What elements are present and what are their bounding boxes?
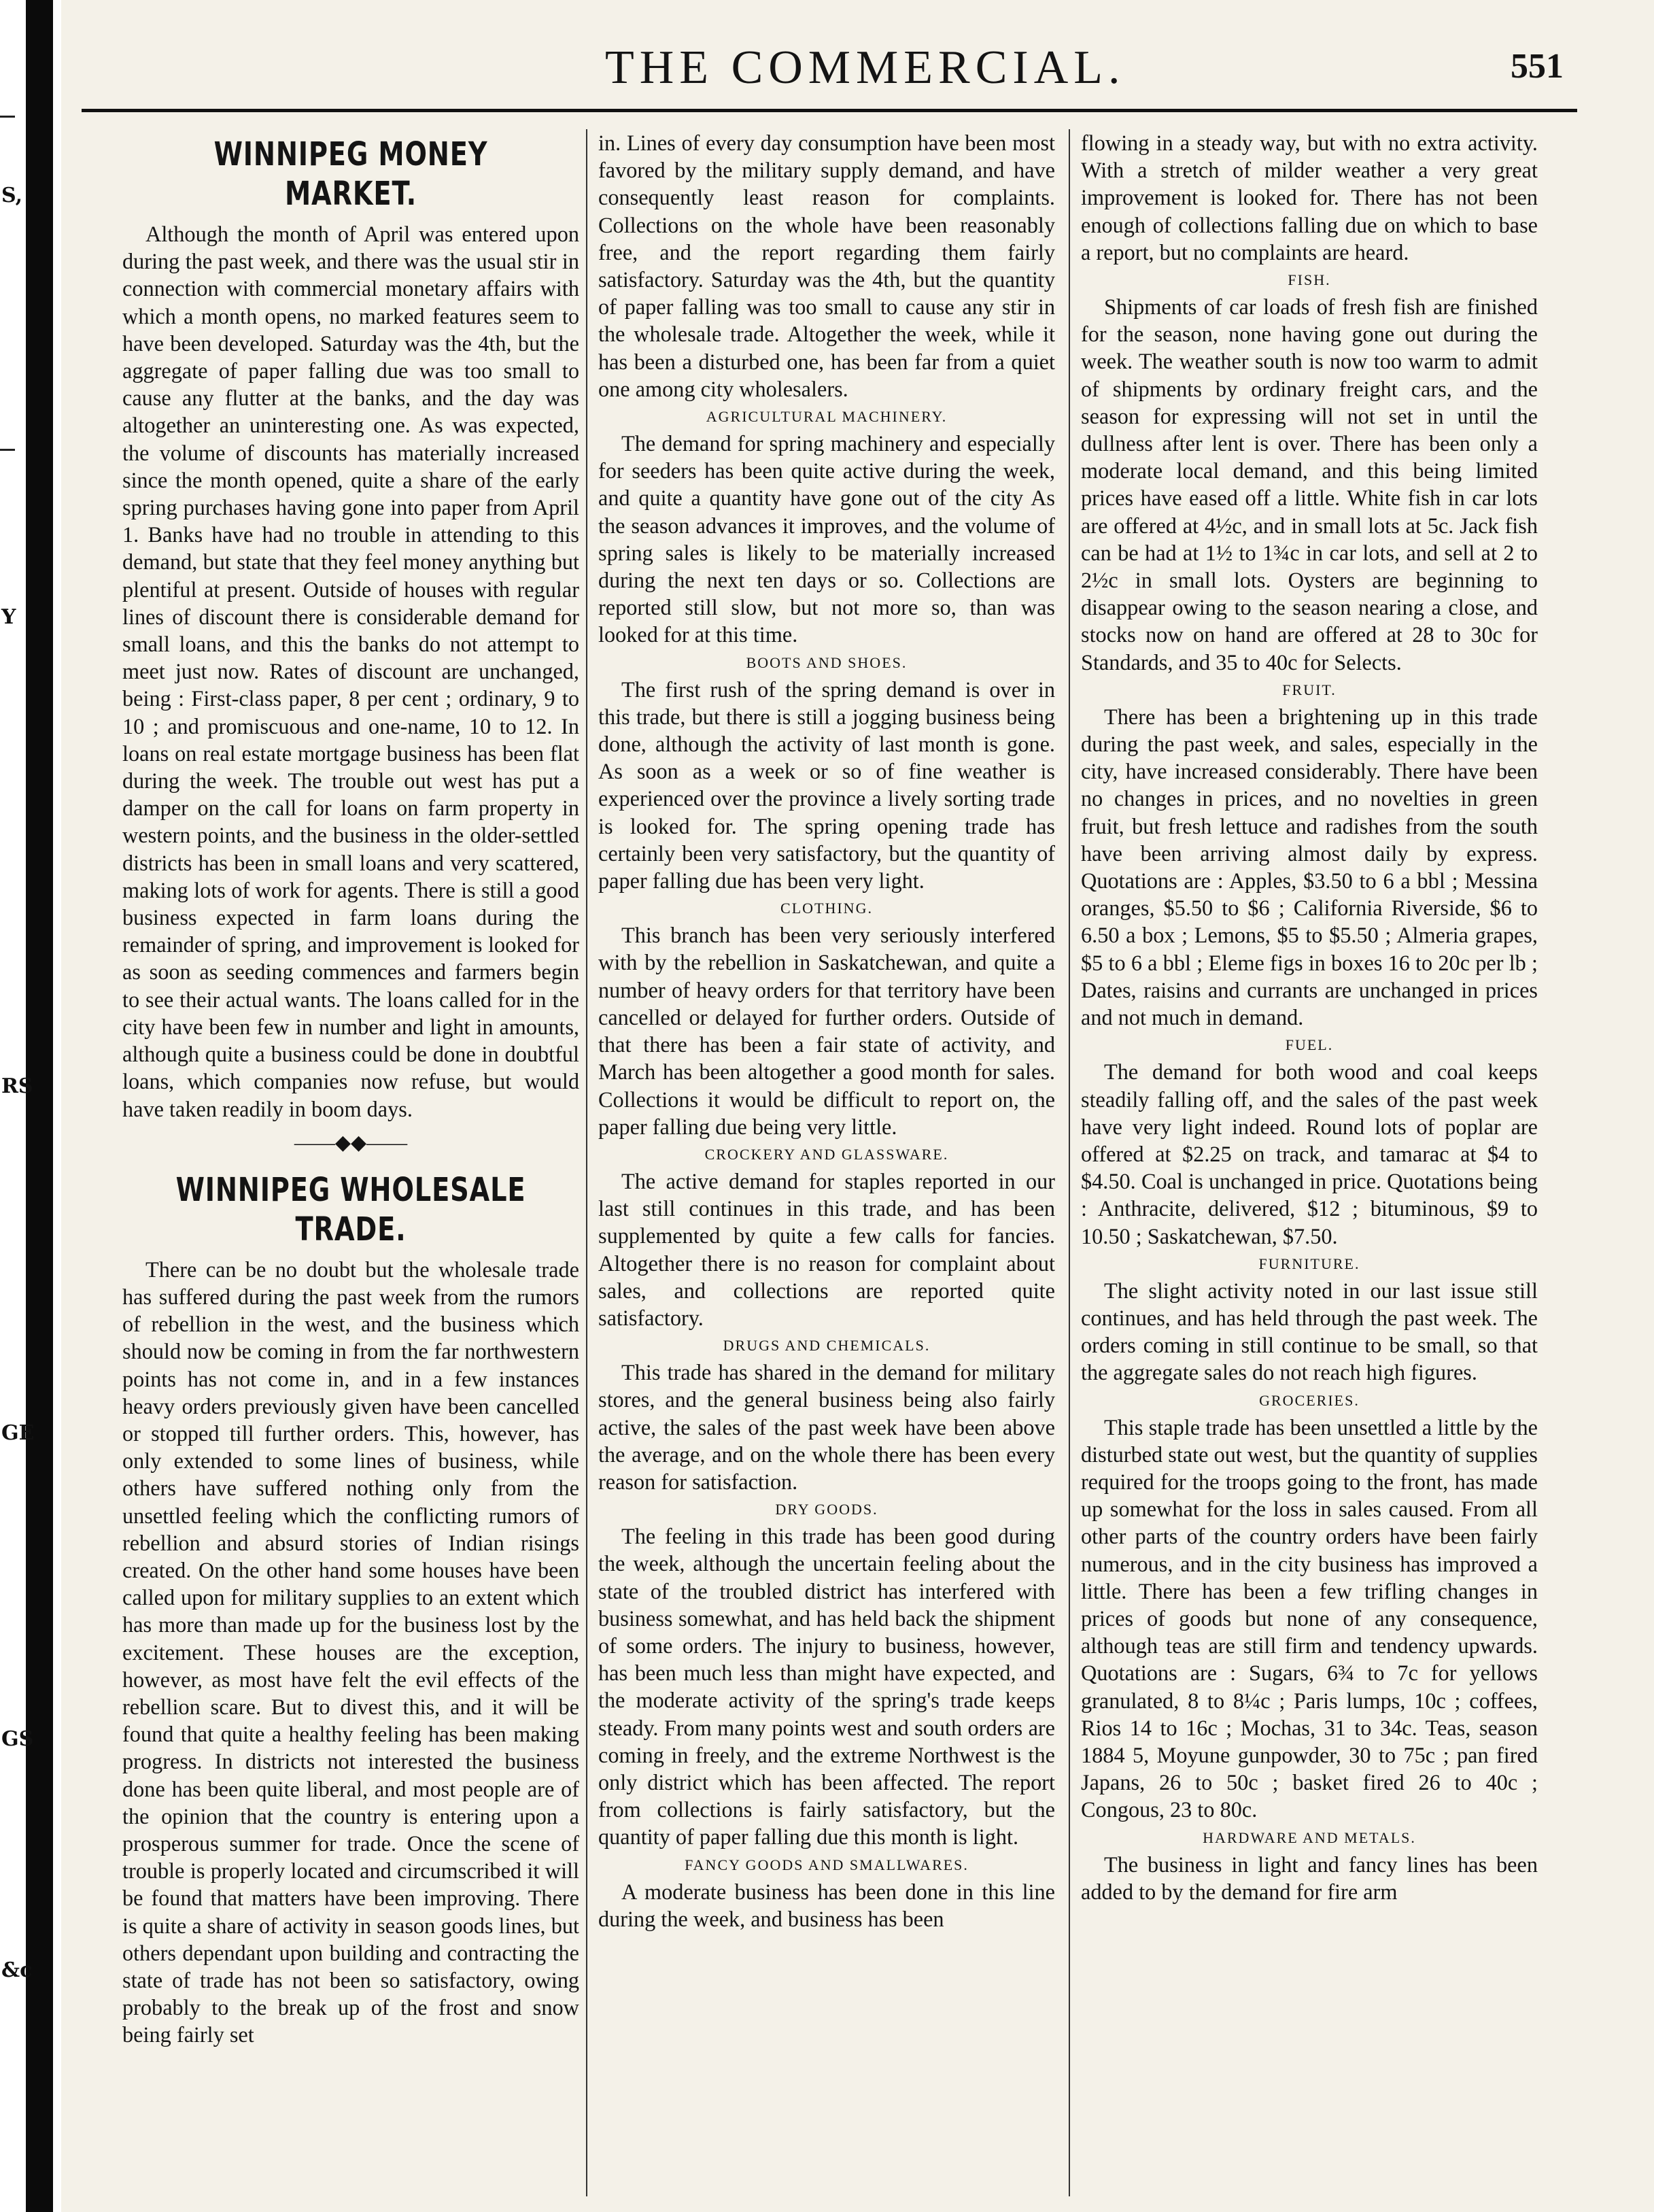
- binding-shadow: [26, 0, 53, 2212]
- subhead-fish: FISH.: [1288, 271, 1331, 289]
- binding-fragment: S,: [1, 184, 23, 207]
- article-paragraph: The active demand for staples reported in our last still continues in this trade, and has been supplemented by quite a few calls for fancies. Altogether there is no reason for complaint about sales, and collections are reported quite satisfactory.: [598, 1168, 1055, 1330]
- column-1: [122, 129, 579, 2196]
- article-paragraph: The slight activity noted in our last issue still continues, and has held through the past week. The orders coming in still continue to be small, so that the aggregate sales do not reach high figures.: [1081, 1278, 1538, 1385]
- article-paragraph: in. Lines of every day consumption have been most favored by the military supply demand, and have consequently least reason for complaints. Collections on the whole have been reasonably free, and the report regarding them fairly satisfactory. Saturday was the 4th, but the quantity of paper falling was too small to cause any stir in the wholesale trade. Altogether the week, while it has been a disturbed one, has been far from a quiet one among city wholesalers.: [598, 131, 1055, 401]
- binding-fragment: GE: [1, 1421, 35, 1445]
- article-paragraph: Shipments of car loads of fresh fish are finished for the season, none having gone out during the week. The weather south is now too warm to admit of shipments by ordinary freight cars, and the season for expressing will not set in until the dullness after lent is over. There has been only a moderate local demand, and this being limited prices have eased off a little. White fish in car lots are offered at 4½c, and in small lots at 5c. Jack fish can be had at 1½ to 1¾c in car lots, and sell at 2 to 2½c in small lots. Oysters are beginning to disappear owing to the season nearing a close, and stocks now on hand are offered at 28 to 30c for Standards, and 35 to 40c for Selects.: [1081, 294, 1538, 675]
- column-2: [598, 129, 1055, 2196]
- binding-fragment: RS: [1, 1074, 33, 1098]
- article-paragraph: This trade has shared in the demand for military stores, and the general business being also fairly active, the sales of the past week have been above the average, and on the whole there has been every reason for satisfaction.: [598, 1360, 1055, 1494]
- binding-fragment: &c: [1, 1958, 33, 1982]
- section-ornament: ——◆◆——: [294, 1131, 408, 1154]
- masthead-rule: [82, 109, 1577, 112]
- binding-margin: [0, 0, 61, 2212]
- article-paragraph: There can be no doubt but the wholesale trade has suffered during the past week from the rumors of rebellion in the west, and the business which should now be coming in from the far northwestern points has not come in, and in a few instances heavy orders previously given have been cancelled or stopped till further orders. This, however, has only extended to some lines of business, while others have suffered nothing only from the unsettled feeling which the conflicting rumors of rebellion and absurd stories of Indian risings created. On the other hand some houses have been called upon for military supplies to an extent which has more than made up for the business lost by the excitement. These houses are the exception, however, as most have felt the evil effects of the rebellion scare. But to divest this, and it will be found that quite a healthy feeling has been making progress. In districts not interested the business done has been quite liberal, and most people are of the opinion that the country is entering upon a prosperous summer for trade. Once the scene of trouble is properly located and circumscribed it will be found that matters have been improving. There is quite a share of activity in season goods lines, but others dependant upon building and contracting the state of trade has not been so satisfactory, owing probably to the break up of the frost and snow being fairly set: [122, 1257, 579, 2047]
- column-rule: [1069, 129, 1070, 2196]
- article-paragraph: The business in light and fancy lines has been added to by the demand for fire arm: [1081, 1852, 1538, 1904]
- subhead-fuel: FUEL.: [1285, 1036, 1334, 1054]
- subhead-dry-goods: DRY GOODS.: [775, 1501, 878, 1518]
- subhead-furniture: FURNITURE.: [1258, 1255, 1360, 1272]
- binding-fragment: GS: [1, 1727, 34, 1751]
- article-paragraph: The first rush of the spring demand is over in this trade, but there is still a jogging business being done, although the activity of last month is gone. As soon as a week or so of fine weather is experienced over the province a lively sorting trade is looked for. The spring opening trade has certainly been very satisfactory, but the quantity of paper falling due has been very light.: [598, 677, 1055, 894]
- binding-tick: [0, 449, 15, 451]
- article-paragraph: The feeling in this trade has been good during the week, although the uncertain feeling about the state of the troubled district has interfered with business somewhat, and has held back the shipment of some orders. The injury to business, however, has been much less than might have expected, and the moderate activity of the spring's trade keeps steady. From many points west and south orders are coming in freely, and the extreme Northwest is the only district which has been affected. The report from collections is fairly satisfactory, but the quantity of paper falling due this month is light.: [598, 1524, 1055, 1850]
- subhead-boots-shoes: BOOTS AND SHOES.: [746, 653, 908, 671]
- subhead-fruit: FRUIT.: [1282, 681, 1337, 698]
- article-paragraph: Although the month of April was entered upon during the past week, and there was the usual stir in connection with commercial monetary affairs with which a month opens, no marked features seem to have been developed. Saturday was the 4th, but the aggregate of paper falling due was too small to cause any flutter at the banks, and the day was altogether an uninteresting one. As was expected, the volume of discounts has materially increased since the month opened, quite a share of the early spring purchases having gone into paper from April 1. Banks have had no trouble in attending to this demand, but state that they feel money anything but plentiful at present. Outside of houses with regular lines of discount there is considerable demand for small loans, and this the banks do not attempt to meet just now. Rates of discount are unchanged, being : First-class paper, 8 per cent ; ordinary, 9 to 10 ; and promiscuous and one-name, 10 to 12. In loans on real estate mortgage business has been flat during the week. The trouble out west has put a damper on the call for loans on farm property in western points, and the business in the older-settled districts has been in small loans and very scattered, making lots of work for agents. There is still a good business expected in farm loans during the remainder of spring, and improvement is looked for as soon as seeding commences and farmers begin to see their actual wants. The loans called for in the city have been few in number and light in amounts, although quite a business could be done in doubtful loans, which companies now refuse, but would have taken readily in boom days.: [122, 222, 579, 1121]
- column-3: [1081, 129, 1538, 2196]
- article-paragraph: There has been a brightening up in this trade during the past week, and sales, especially in the city, have increased considerably. There have been no changes in prices, and no novelties in green fruit, but fresh lettuce and radishes from the south have been arriving almost daily by express. Quotations are : Apples, $3.50 to 6 a bbl ; Messina oranges, $5.50 to $6 ; California Riverside, $6 to 6.50 a box ; Lemons, $5 to $5.50 ; Almeria grapes, $5 to 6 a bbl ; Eleme figs in boxes 16 to 20c per lb ; Dates, raisins and currants are unchanged in prices and not much in demand.: [1081, 704, 1538, 1030]
- headline-wholesale-trade: WINNIPEG WHOLESALE TRADE.: [175, 1170, 526, 1248]
- binding-tick: [0, 116, 15, 118]
- subhead-crockery: CROCKERY AND GLASSWARE.: [704, 1145, 949, 1163]
- binding-fragment: Y: [1, 605, 16, 629]
- article-paragraph: This branch has been very seriously interfered with by the rebellion in Saskatchewan, and quite a number of heavy orders for that territory have been cancelled or delayed for further orders. Outside of that there has been a fair state of activity, and March has been altogether a good month for sales. Collections it would be difficult to report on, the paper falling due being very little.: [598, 923, 1055, 1139]
- article-paragraph: The demand for both wood and coal keeps steadily falling off, and the sales of the past week have very light indeed. Round lots of poplar are offered at $2.25 on track, and tamarac at $4 to $4.50. Coal is unchanged in price. Quotations being : Anthracite, delivered, $12 ; bituminous, $9 to 10.50 ; Saskatchewan, $7.50.: [1081, 1059, 1538, 1248]
- subhead-agricultural-machinery: AGRICULTURAL MACHINERY.: [706, 408, 948, 426]
- masthead: [75, 41, 1604, 102]
- masthead-title: THE COMMERCIAL.: [605, 41, 1126, 94]
- subhead-hardware: HARDWARE AND METALS.: [1203, 1828, 1416, 1846]
- subhead-fancy-goods: FANCY GOODS AND SMALLWARES.: [685, 1856, 969, 1873]
- column-rule: [586, 129, 587, 2196]
- subhead-clothing: CLOTHING.: [780, 900, 873, 917]
- article-paragraph: A moderate business has been done in this line during the week, and business has been: [598, 1879, 1055, 1931]
- article-paragraph: This staple trade has been unsettled a little by the disturbed state out west, but the quantity of supplies required for the troops going to the front, has made up somewhat for the loss in sales caused. From all other parts of the country orders have been fairly numerous, and in the city business has improved a little. There has been a few trifling changes in prices of goods but none of any consequence, although teas are still firm and tendency upwards. Quotations are : Sugars, 6¾ to 7c for yellows granulated, 8 to 8¼c ; Paris lumps, 10c ; coffees, Rios 14 to 16c ; Mochas, 31 to 34c. Teas, season 1884 5, Moyune gunpowder, 30 to 75c ; pan fired Japans, 26 to 50c ; basket fired 26 to 40c ; Congous, 23 to 80c.: [1081, 1414, 1538, 1822]
- subhead-groceries: GROCERIES.: [1259, 1391, 1360, 1409]
- subhead-drugs: DRUGS AND CHEMICALS.: [723, 1337, 931, 1355]
- article-paragraph: flowing in a steady way, but with no extra activity. With a stretch of milder weather a very great improvement is looked for. There has not been enough of collections falling due on which to base a report, but no complaints are heard.: [1081, 131, 1538, 265]
- article-paragraph: The demand for spring machinery and especially for seeders has been quite active during the week, and quite a quantity have gone out of the city As the season advances it improves, and the volume of spring sales is likely to be materially increased during the next ten days or so. Collections are reported still slow, but not more so, than was looked for at this time.: [598, 431, 1055, 647]
- headline-money-market: WINNIPEG MONEY MARKET.: [213, 135, 488, 213]
- page-number: 551: [1511, 47, 1564, 86]
